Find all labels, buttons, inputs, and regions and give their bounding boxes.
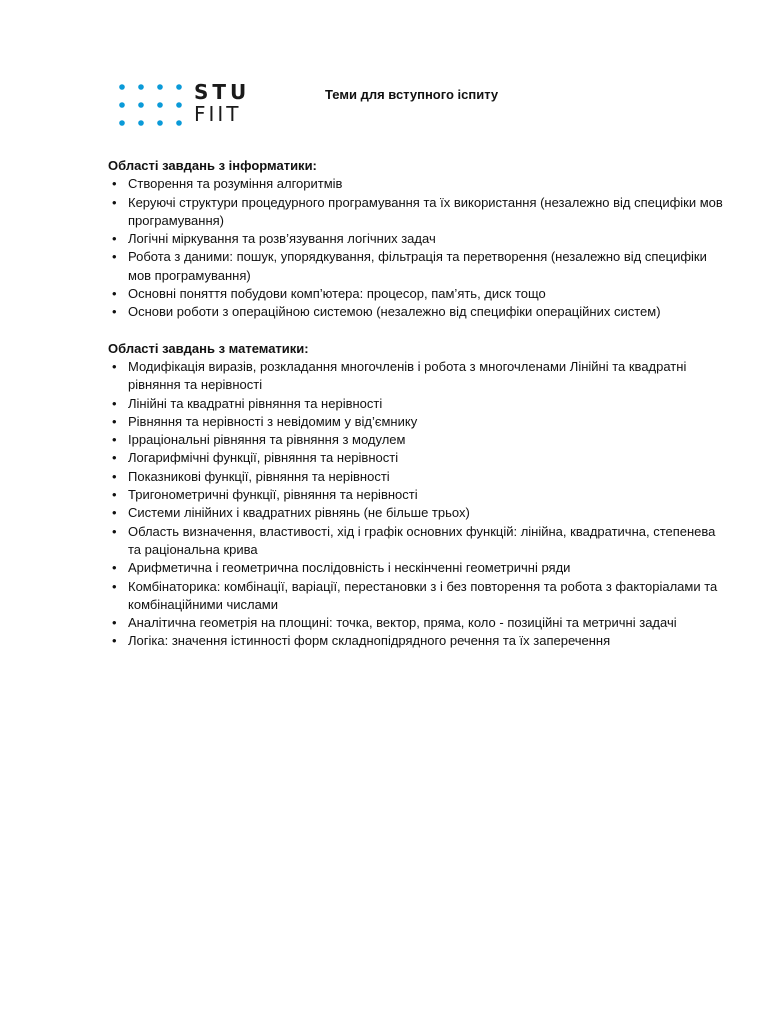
list-item — [108, 413, 728, 431]
logo-dot — [157, 120, 163, 126]
dot-grid-icon — [118, 82, 184, 128]
list-item-text: Основи роботи з операційною системою (незалежно від специфіки операційних систем) — [128, 304, 661, 320]
bullet-icon: • — [112, 523, 117, 539]
logo-line-fiit: FIIT — [194, 102, 242, 126]
list-item — [108, 230, 728, 248]
bullet-icon: • — [112, 468, 117, 484]
list-item — [108, 431, 728, 449]
list-item — [108, 559, 728, 577]
logo-line-stu: STU — [194, 80, 251, 104]
logo-dot — [138, 120, 144, 126]
list-item — [108, 449, 728, 467]
logo-dot — [176, 102, 182, 108]
document-body — [108, 157, 728, 651]
list-item-text: Модифікація виразів, розкладання многочленів і робота з многочленами Лінійні та квадратні рівняння та нерівності — [128, 358, 687, 393]
bullet-icon: • — [112, 578, 117, 594]
logo-dot — [176, 120, 182, 126]
bullet-icon: • — [112, 249, 117, 265]
list-item-text: Область визначення, властивості, хід і графік основних функцій: лінійна, квадратична, степенева та раціональна крива — [128, 523, 716, 557]
bullet-icon: • — [112, 395, 117, 411]
bullet-icon: • — [112, 413, 117, 429]
logo-dot — [157, 102, 163, 108]
bullet-icon: • — [112, 231, 117, 247]
list-item — [108, 303, 728, 321]
list-item-text: Керуючі структури процедурного програмування та їх використання (незалежно від специфіки мов програмування) — [128, 194, 723, 228]
logo-dot — [119, 102, 125, 108]
list-item — [108, 395, 728, 413]
bullet-icon: • — [112, 304, 117, 320]
bullet-icon: • — [112, 176, 117, 192]
bullet-icon: • — [112, 487, 117, 503]
topic-list — [108, 358, 728, 651]
section-heading: Області завдань з математики: — [108, 340, 309, 356]
list-item-text: Логіка: значення істинності форм складнопідрядного речення та їх заперечення — [128, 633, 611, 649]
list-item-text: Робота з даними: пошук, упорядкування, фільтрація та перетворення (незалежно від специфіки мов програмування) — [128, 249, 707, 283]
list-item-text: Рівняння та нерівності з невідомим у від’ємнику — [128, 413, 418, 429]
list-item — [108, 614, 728, 632]
bullet-icon: • — [112, 505, 117, 521]
bullet-icon: • — [112, 194, 117, 210]
list-item — [108, 468, 728, 486]
list-item-text: Тригонометричні функції, рівняння та нерівності — [128, 487, 418, 503]
list-item-text: Логічні міркування та розв’язування логічних задач — [128, 231, 436, 247]
list-item — [108, 175, 728, 193]
list-item — [108, 248, 728, 285]
list-item — [108, 486, 728, 504]
bullet-icon: • — [112, 286, 117, 302]
bullet-icon: • — [112, 560, 117, 576]
logo-dot — [176, 84, 182, 90]
list-item-text: Комбінаторика: комбінації, варіації, перестановки з і без повторення та робота з факторіалами та комбінаційними числами — [128, 578, 718, 612]
bullet-icon: • — [112, 450, 117, 466]
section-heading: Області завдань з інформатики: — [108, 158, 317, 173]
list-item-text: Основні поняття побудови комп’ютера: процесор, пам’ять, диск тощо — [128, 286, 546, 302]
document-title: Теми для вступного іспиту — [325, 87, 499, 102]
topic-list — [108, 175, 728, 321]
topic-section — [108, 340, 728, 651]
list-item-text: Лінійні та квадратні рівняння та нерівності — [128, 395, 383, 411]
list-item-text: Створення та розуміння алгоритмів — [128, 176, 343, 192]
logo-dot — [119, 120, 125, 126]
logo-wordmark — [194, 82, 250, 124]
topic-section — [108, 157, 728, 322]
bullet-icon: • — [112, 358, 117, 374]
list-item-text: Показникові функції, рівняння та нерівності — [128, 468, 390, 484]
logo-dot — [157, 84, 163, 90]
list-item — [108, 504, 728, 522]
bullet-icon: • — [112, 633, 117, 649]
list-item — [108, 578, 728, 615]
list-item — [108, 523, 728, 560]
list-item-text: Арифметична і геометрична послідовність і нескінченні геометричні ряди — [128, 560, 571, 576]
list-item — [108, 285, 728, 303]
logo-dot — [138, 102, 144, 108]
list-item-text: Аналітична геометрія на площині: точка, вектор, пряма, коло - позиційні та метричні задачі — [128, 615, 677, 631]
stu-fiit-logo — [118, 82, 258, 128]
logo-dot — [138, 84, 144, 90]
logo-dot — [119, 84, 125, 90]
bullet-icon: • — [112, 432, 117, 448]
list-item-text: Системи лінійних і квадратних рівнянь (не більше трьох) — [128, 505, 470, 521]
list-item — [108, 632, 728, 650]
list-item-text: Ірраціональні рівняння та рівняння з модулем — [128, 432, 406, 448]
list-item — [108, 194, 728, 231]
bullet-icon: • — [112, 615, 117, 631]
list-item-text: Логарифмічні функції, рівняння та нерівності — [128, 450, 399, 466]
list-item — [108, 358, 728, 395]
